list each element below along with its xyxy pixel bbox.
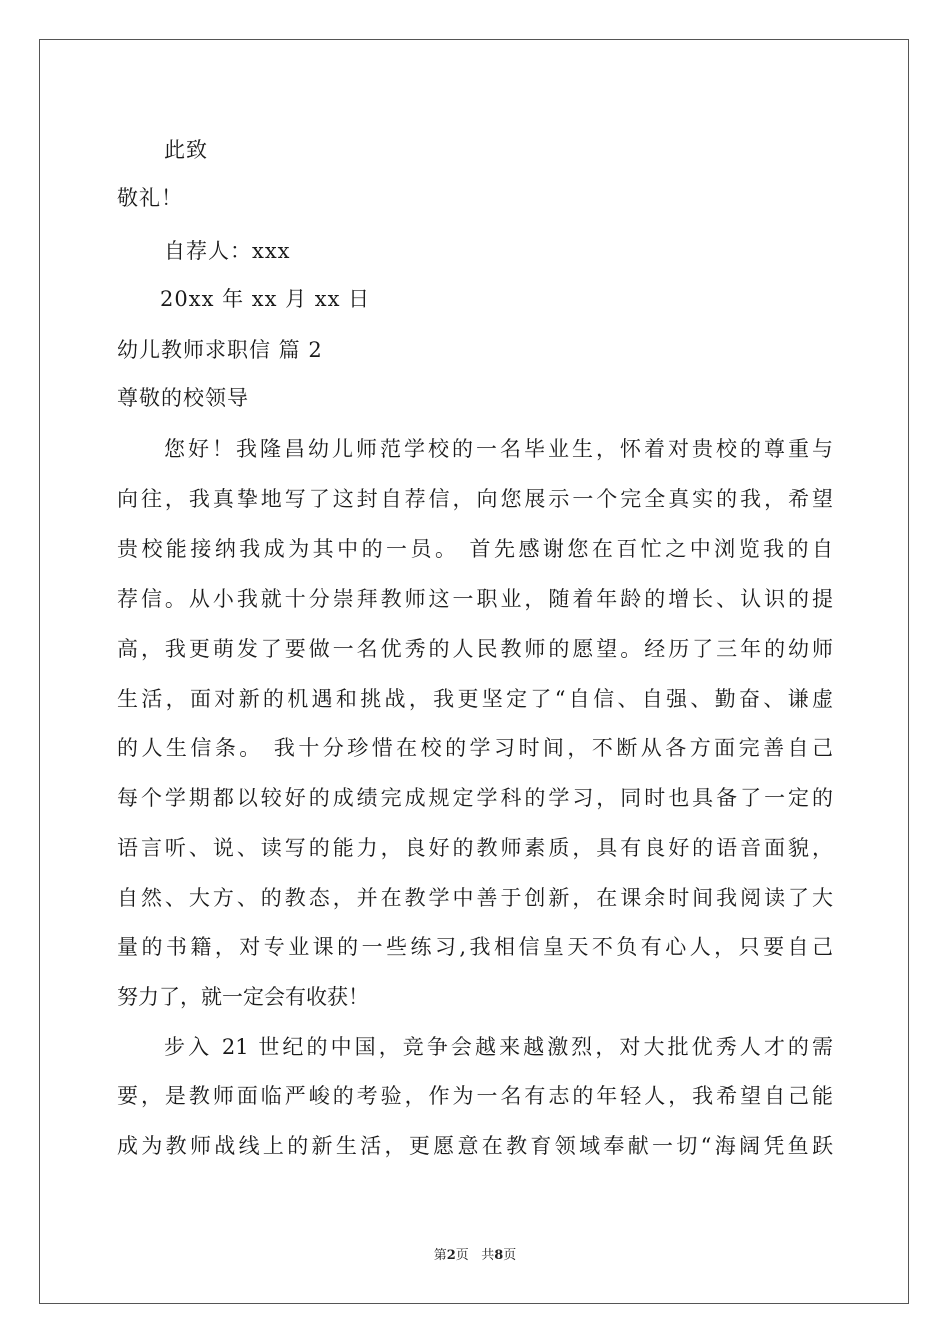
paragraph-line: 成为教师战线上的新生活，更愿意在教育领域奉献一切“海阔凭鱼跃 — [117, 1134, 833, 1158]
paragraph-line: 自然、大方、的教态，并在教学中善于创新，在课余时间我阅读了大 — [117, 886, 833, 910]
paragraph-line: 您好！我隆昌幼儿师范学校的一名毕业生，怀着对贵校的尊重与 — [164, 437, 833, 461]
page-footer — [0, 1247, 950, 1265]
page-suffix: 页 — [455, 1248, 469, 1263]
paragraph-line: 贵校能接纳我成为其中的一员。 首先感谢您在百忙之中浏览我的自 — [117, 537, 833, 561]
paragraph-line: 每个学期都以较好的成绩完成规定学科的学习，同时也具备了一定的 — [117, 786, 833, 810]
paragraph-line: 生活，面对新的机遇和挑战，我更坚定了“自信、自强、勤奋、谦虚 — [117, 687, 833, 711]
respect-line: 敬礼！ — [117, 186, 183, 210]
total-suffix: 页 — [503, 1248, 517, 1263]
paragraph-line: 荐信。从小我就十分崇拜教师这一职业，随着年龄的增长、认识的提 — [117, 587, 833, 611]
paragraph-line: 要，是教师面临严峻的考验，作为一名有志的年轻人，我希望自己能 — [117, 1084, 833, 1108]
paragraph-line: 努力了，就一定会有收获！ — [117, 985, 369, 1009]
total-prefix: 共 — [481, 1248, 495, 1263]
total-pages: 8 — [494, 1248, 504, 1263]
signer-line: 自荐人：xxx — [164, 239, 291, 263]
salutation-line: 此致 — [164, 138, 208, 162]
addressee-line: 尊敬的校领导 — [117, 386, 249, 410]
paragraph-line: 的人生信条。 我十分珍惜在校的学习时间，不断从各方面完善自己 — [117, 736, 833, 760]
paragraph-line: 高，我更萌发了要做一名优秀的人民教师的愿望。经历了三年的幼师 — [117, 637, 833, 661]
paragraph-line: 量的书籍，对专业课的一些练习,我相信皇天不负有心人，只要自己 — [117, 935, 833, 959]
page-prefix: 第 — [433, 1248, 447, 1263]
page-border — [39, 39, 909, 1304]
date-line: 20xx 年 xx 月 xx 日 — [160, 287, 371, 311]
section-title: 幼儿教师求职信 篇 2 — [117, 338, 323, 362]
paragraph-line: 向往，我真挚地写了这封自荐信，向您展示一个完全真实的我，希望 — [117, 487, 833, 511]
paragraph-line: 步入 21 世纪的中国，竞争会越来越激烈，对大批优秀人才的需 — [164, 1035, 833, 1059]
paragraph-line: 语言听、说、读写的能力，良好的教师素质，具有良好的语音面貌， — [117, 836, 833, 860]
page-number: 2 — [446, 1248, 456, 1263]
